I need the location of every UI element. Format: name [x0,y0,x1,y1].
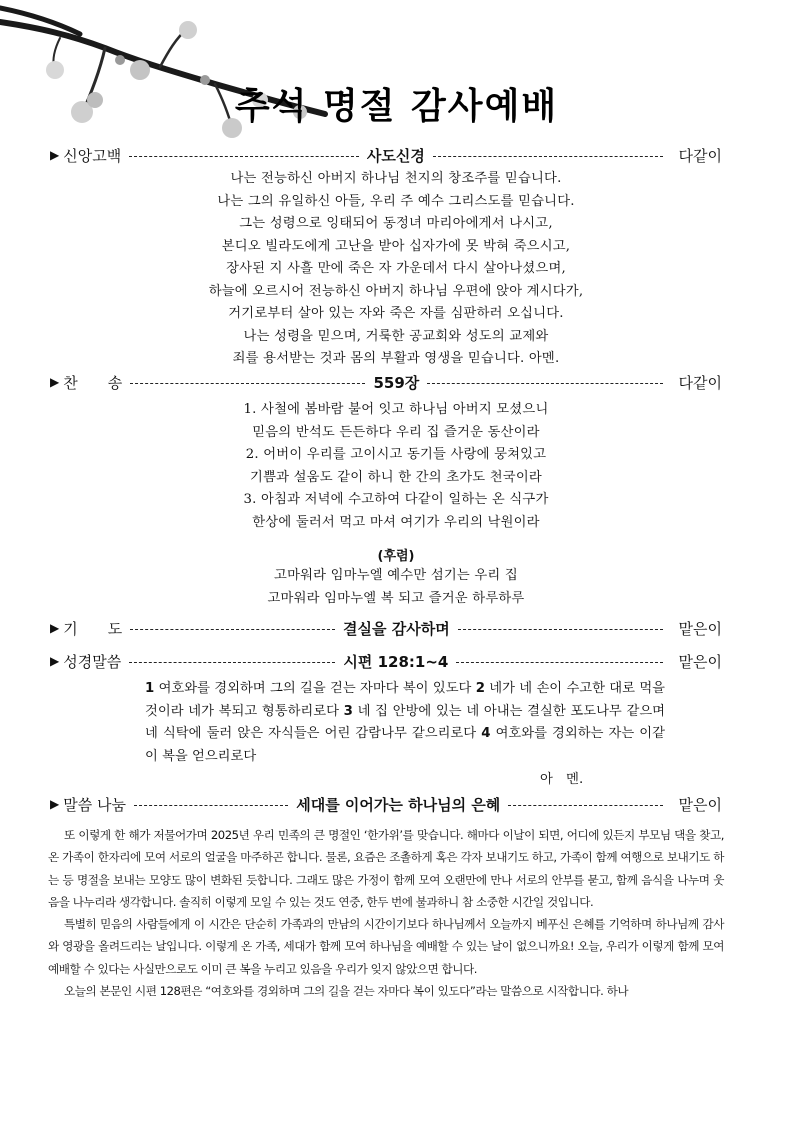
play-triangle-icon: ▶ [50,148,60,162]
sermon-body [48,824,724,1002]
chorus-lyrics [60,565,732,610]
verse-text: 여호와를 경외하는 자는 이같이 복을 얻으리로다 [145,726,665,764]
dashed-divider [129,156,359,157]
verse-number: 3 [343,703,353,719]
section-title: 결실을 감사하며 [343,619,450,638]
section-leader: 다같이 [678,146,722,165]
sermon-paragraph: 오늘의 본문인 시편 128편은 “여호와를 경외하며 그의 길을 걷는 자마다 복이 있도다”라는 말씀으로 시작합니다. 하나 [64,984,629,999]
creed-line: 나는 그의 유일하신 아들, 우리 주 예수 그리스도를 믿습니다. [217,193,575,209]
page-title: 추석 명절 감사예배 [234,86,559,127]
verse-text: 여호와를 경외하며 그의 길을 걷는 자마다 복이 있도다 [154,681,476,696]
hymn-line: 2. 어버이 우리를 고이시고 동기들 사랑에 뭉쳐있고 [245,447,547,462]
dashed-divider [433,156,663,157]
section-header-creed [50,143,722,167]
dashed-divider [427,383,662,384]
play-triangle-icon: ▶ [50,621,60,635]
chorus-line: 고마워라 임마누엘 복 되고 즐거운 하루하루 [267,590,525,606]
dashed-divider [458,629,663,630]
sermon-paragraph: 특별히 믿음의 사람들에게 이 시간은 단순히 가족과의 만남의 시간이기보다 하나님께서 오늘까지 베푸신 은혜를 기억하며 하나님께 감사와 영광을 올려드리는 날입니다. 이렇게 온 가족, 세대가 함께 모여 하나님을 예배할 수 있는 날이 없으니까요! 오늘, 우리가 이렇게 함께 모여 예배할 수 있다는 사실만으로도 이미 큰 복을 누리고 있음을 우리가 잊지 않았으면 합니다. [48,917,724,976]
section-leader: 다같이 [678,373,723,392]
section-header-scripture [50,649,722,673]
creed-line: 죄를 용서받는 것과 몸의 부활과 영생을 믿습니다. 아멘. [232,351,560,366]
sermon-paragraph: 또 이렇게 한 해가 저물어가며 2025년 우리 민족의 큰 명절인 ‘한가위’를 맞습니다. 해마다 이날이 되면, 어디에 있든지 부모님 댁을 찾고, 온 가족이 한자리에 모여 서로의 얼굴을 마주하곤 합니다. 물론, 요즘은 조촐하게 혹은 각자 보내기도 하고, 가족이 함께 여행으로 보내기도 하는 등 명절을 보내는 모양도 많이 변화된 듯합니다. 그래도 많은 가정이 함께 모여 오랜만에 만나 서로의 안부를 묻고, 함께 음식을 나누며 웃음을 나누리라 생각합니다. 솔직히 이렇게 모일 수 있는 것도 연중, 한두 번에 불과하니 참 소중한 시간일 것입니다. [48,828,724,909]
verse-number: 4 [481,726,491,741]
section-label: 기 도 [63,619,123,638]
play-triangle-icon: ▶ [50,797,60,811]
section-label: 신앙고백 [63,146,122,165]
hymn-line: 1. 사철에 봄바람 불어 잇고 하나님 아버지 모셨으니 [243,402,549,417]
creed-line: 거기로부터 살아 있는 자와 죽은 자를 심판하러 오십니다. [228,306,564,321]
play-triangle-icon: ▶ [50,375,60,389]
section-label: 성경말씀 [63,652,122,671]
section-header-sermon [50,792,722,816]
verse-number: 1 [145,681,155,696]
scripture-passage [145,678,665,768]
dashed-divider [456,662,662,663]
dashed-divider [129,662,335,663]
section-title: 시편 128:1~4 [343,652,449,671]
section-leader: 맡은이 [678,795,722,814]
hymn-line: 한상에 둘러서 먹고 마셔 여기가 우리의 낙원이라 [252,514,540,530]
section-header-prayer [50,616,722,640]
chorus-title: (후렴) [377,549,415,564]
hymn-line: 믿음의 반석도 든든하다 우리 집 즐거운 동산이라 [252,424,540,440]
verse-text: 네 집 안방에 있는 네 아내는 결실한 포도나무 같으며 네 식탁에 둘러 앉은 자식들은 어린 감람나무 같으리로다 [145,703,666,741]
verse-number: 2 [475,681,485,696]
creed-line: 나는 성령을 믿으며, 거룩한 공교회와 성도의 교제와 [243,328,549,344]
section-header-hymn [50,370,722,394]
verse-text: 네가 네 손이 수고한 대로 먹을 것이라 네가 복되고 형통하리로다 [145,681,666,719]
creed-line: 그는 성령으로 잉태되어 동정녀 마리아에게서 나시고, [239,216,553,231]
dashed-divider [130,383,365,384]
section-title: 559장 [373,373,420,392]
creed-line: 나는 전능하신 아버지 하나님 천지의 창조주를 믿습니다. [230,171,562,186]
hymn-line: 기쁨과 설움도 같이 하니 한 간의 초가도 천국이라 [250,469,542,485]
hymn-line: 3. 아침과 저녁에 수고하여 다같이 일하는 온 식구가 [243,492,549,507]
creed-text [60,168,732,371]
section-label: 말씀 나눔 [63,795,126,814]
play-triangle-icon: ▶ [50,654,60,668]
chorus-line: 고마워라 임마누엘 예수만 섬기는 우리 집 [274,568,518,583]
section-title: 사도신경 [366,146,425,165]
dashed-divider [508,805,662,806]
section-label: 찬 송 [63,373,123,392]
section-title: 세대를 이어가는 하나님의 은혜 [296,795,501,814]
creed-line: 장사된 지 사흘 만에 죽은 자 가운데서 다시 살아나셨으며, [226,261,566,276]
hymn-lyrics [60,399,732,534]
section-leader: 맡은이 [678,652,722,671]
dashed-divider [130,629,335,630]
creed-line: 본디오 빌라도에게 고난을 받아 십자가에 못 박혀 죽으시고, [221,238,571,254]
dashed-divider [134,805,288,806]
amen-text: 아 멘. [540,772,584,787]
section-leader: 맡은이 [678,619,723,638]
creed-line: 하늘에 오르시어 전능하신 아버지 하나님 우편에 앉아 계시다가, [208,283,584,299]
